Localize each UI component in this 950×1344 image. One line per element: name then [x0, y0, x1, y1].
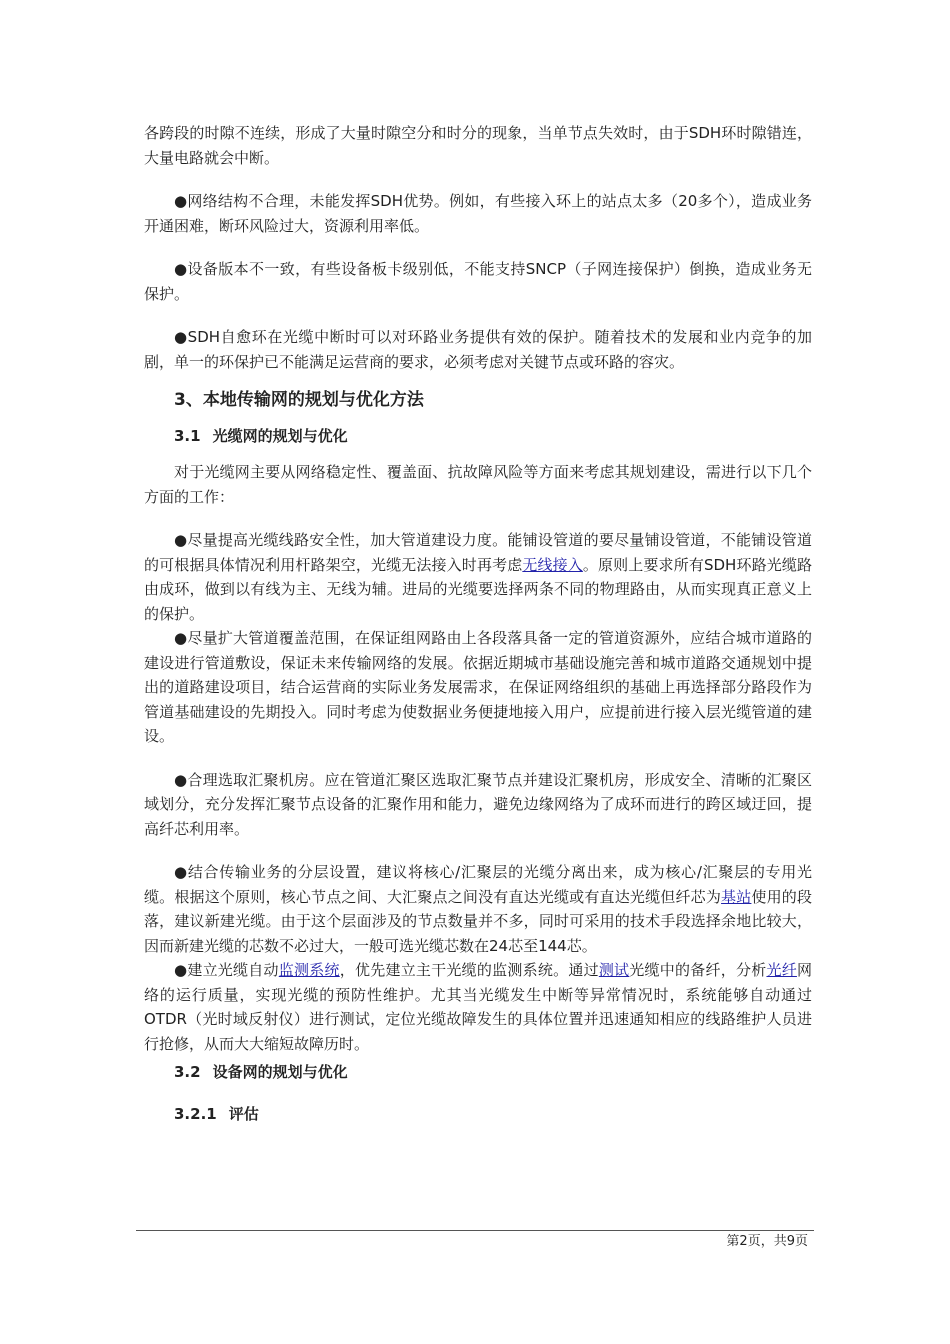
text-segment: 使用的段落，建议新建光缆。由于这个层面涉及的节点数量并不多，同时可采用的技术手段选择余地比较大，因而新建光缆的芯数不必过大，一般可选光缆芯数在24芯至144芯。	[144, 887, 812, 955]
paragraph-auto-monitoring	[144, 958, 812, 1056]
heading-title: 光缆网的规划与优化	[212, 427, 348, 445]
current-page-number: 2	[739, 1234, 748, 1249]
text-segment: 光缆中的备纤，分析	[629, 961, 767, 979]
heading-number: 3.2.1	[174, 1105, 217, 1123]
link-optical-fiber[interactable]: 光纤	[766, 961, 797, 979]
heading-number: 3.1	[174, 427, 201, 445]
link-wireless-access[interactable]: 无线接入	[522, 555, 583, 574]
text-segment: ●尽量提高光缆线路安全性，加大管道建设力度。能铺设管道的要尽量铺设管道，不能铺设管道的可根据具体情况利用杆路架空，光缆无法接入时再考虑	[144, 531, 812, 574]
text-segment: 。原则上要求所有SDH环路光缆路由成环，做到以有线为主、无线为辅。进局的光缆要选择两条不同的物理路由，从而实现真正意义上的保护。	[144, 555, 812, 623]
paragraph-sdh-self-healing: ●SDH自愈环在光缆中断时可以对环路业务提供有效的保护。随着技术的发展和业内竞争的加剧，单一的环保护已不能满足运营商的要求，必须考虑对关键节点或环路的容灾。	[144, 328, 812, 371]
paragraph-cable-network-intro: 对于光缆网主要从网络稳定性、覆盖面、抗故障风险等方面来考虑其规划建设，需进行以下几个方面的工作：	[144, 463, 812, 506]
paragraph-device-version: ●设备版本不一致，有些设备板卡级别低，不能支持SNCP（子网连接保护）倒换，造成业务无保护。	[144, 260, 812, 303]
text-segment: ●结合传输业务的分层设置，建议将核心/汇聚层的光缆分离出来，成为核心/汇聚层的专用光缆。根据这个原则，核心节点之间、大汇聚点之间没有直达光缆或有直达光缆但纤芯为	[144, 863, 812, 906]
page-number-footer	[600, 1233, 808, 1251]
subsection-heading-3-1	[144, 424, 812, 448]
paragraph-continuation: 各跨段的时隙不连续，形成了大量时隙空分和时分的现象，当单节点失效时，由于SDH环时隙错连，大量电路就会中断。	[144, 124, 812, 167]
paragraph-network-structure: ●网络结构不合理，未能发挥SDH优势。例如，有些接入环上的站点太多（20多个），造成业务开通困难，断环风险过大，资源利用率低。	[144, 192, 812, 235]
footer-divider	[136, 1230, 814, 1231]
heading-title: 评估	[228, 1105, 259, 1123]
page-content	[144, 121, 812, 1126]
link-monitoring-system[interactable]: 监测系统	[278, 961, 340, 979]
footer-text: 第	[726, 1234, 740, 1249]
paragraph-cable-safety	[144, 528, 812, 626]
heading-number: 3.2	[174, 1063, 201, 1081]
paragraph-aggregation-room: ●合理选取汇聚机房。应在管道汇聚区选取汇聚节点并建设汇聚机房，形成安全、清晰的汇聚区域划分，充分发挥汇聚节点设备的汇聚作用和能力，避免边缘网络为了成环而进行的跨区域迂回，提高纤芯利用率。	[144, 770, 812, 838]
link-test[interactable]: 测试	[598, 961, 630, 979]
paragraph-pipeline-coverage: ●尽量扩大管道覆盖范围，在保证组网路由上各段落具备一定的管道资源外，应结合城市道路的建设进行管道敷设，保证未来传输网络的发展。依据近期城市基础设施完善和城市道路交通规划中提出的道路建设项目，结合运营商的实际业务发展需求，在保证网络组织的基础上再选择部分路段作为管道基础建设的先期投入。同时考虑为使数据业务便捷地接入用户，应提前进行接入层光缆管道的建设。	[144, 629, 812, 745]
paragraph-layered-cable	[144, 860, 812, 958]
footer-text: 页，共	[747, 1234, 787, 1249]
text-segment: ，优先建立主干光缆的监测系统。通过	[339, 961, 599, 979]
total-page-count: 9	[786, 1234, 795, 1249]
heading-title: 设备网的规划与优化	[212, 1063, 348, 1081]
footer-text: 页	[794, 1234, 808, 1249]
subsection-heading-3-2-1	[144, 1102, 812, 1126]
section-heading-3: 3、本地传输网的规划与优化方法	[174, 390, 424, 410]
text-segment: 网络的运行质量，实现光缆的预防性维护。尤其当光缆发生中断等异常情况时，系统能够自动通过OTDR（光时域反射仪）进行测试，定位光缆故障发生的具体位置并迅速通知相应的线路维护人员进行抢修，从而大大缩短故障历时。	[144, 961, 812, 1053]
link-base-station[interactable]: 基站	[721, 887, 752, 906]
subsection-heading-3-2	[144, 1060, 812, 1084]
text-segment: ●建立光缆自动	[174, 961, 279, 979]
